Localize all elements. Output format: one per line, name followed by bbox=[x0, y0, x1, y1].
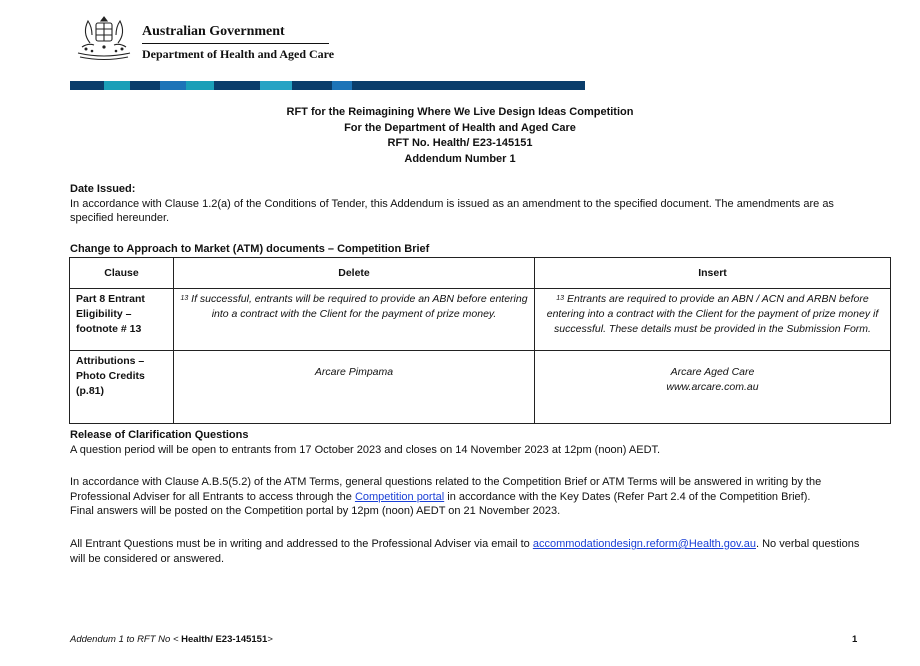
paragraph-text: All Entrant Questions must be in writing and addressed to the Professional Adviser via email to bbox=[70, 538, 533, 550]
column-header: Delete bbox=[174, 258, 535, 289]
date-issued-section bbox=[70, 182, 870, 226]
questions-paragraph bbox=[70, 537, 870, 566]
title-line: For the Department of Health and Aged Care bbox=[344, 121, 576, 134]
header-divider bbox=[142, 43, 329, 44]
table-row bbox=[70, 289, 891, 351]
brand-color-bar bbox=[70, 81, 585, 90]
table-header-row bbox=[70, 258, 891, 289]
release-text: A question period will be open to entrants from 17 October 2023 and closes on 14 November 2023 at 12pm (noon) AEDT. bbox=[70, 443, 661, 456]
color-segment bbox=[214, 81, 260, 90]
date-issued-text: In accordance with Clause 1.2(a) of the Conditions of Tender, this Addendum is issued as an amendment to the specified document. The amendments are as specified hereunder. bbox=[70, 197, 834, 224]
insert-cell bbox=[535, 351, 891, 424]
delete-text: If successful, entrants will be required to provide an ABN before entering into a contract with the Client for the payment of prize money. bbox=[191, 293, 528, 320]
insert-line: Arcare Aged Care bbox=[670, 366, 755, 378]
page-number: 1 bbox=[852, 634, 858, 645]
clause-cell: Part 8 Entrant Eligibility – footnote # 13 bbox=[70, 289, 174, 351]
footer-prefix: Addendum 1 to RFT No < bbox=[70, 634, 182, 645]
release-heading: Release of Clarification Questions bbox=[70, 429, 249, 441]
color-segment bbox=[186, 81, 214, 90]
column-header: Clause bbox=[70, 258, 174, 289]
color-segment bbox=[130, 81, 160, 90]
coat-of-arms-icon bbox=[72, 13, 136, 63]
footnote-marker: 13 bbox=[180, 295, 189, 302]
table-row bbox=[70, 351, 891, 424]
footnote-marker: 13 bbox=[556, 295, 565, 302]
color-segment bbox=[104, 81, 130, 90]
color-segment bbox=[260, 81, 292, 90]
color-segment bbox=[70, 81, 104, 90]
color-segment bbox=[292, 81, 332, 90]
insert-cell bbox=[535, 289, 891, 351]
release-section bbox=[70, 428, 870, 457]
department-name: Department of Health and Aged Care bbox=[142, 47, 335, 61]
color-segment bbox=[160, 81, 186, 90]
column-header: Insert bbox=[535, 258, 891, 289]
title-line: RFT No. Health/ E23-145151 bbox=[387, 137, 533, 149]
paragraph-text: Final answers will be posted on the Competition portal by 12pm (noon) AEDT on 21 November 2023. bbox=[70, 505, 561, 517]
clause-cell: Attributions – Photo Credits (p.81) bbox=[70, 351, 174, 424]
footer-reference bbox=[70, 634, 273, 645]
insert-text: Entrants are required to provide an ABN / ACN and ARBN before entering into a contract with the Client for the payment of prize money if successful. These details must be provided in the Submission Form. bbox=[546, 293, 879, 335]
email-link[interactable]: accommodationdesign.reform@Health.gov.au bbox=[532, 538, 756, 550]
title-line: Addendum Number 1 bbox=[404, 152, 516, 165]
paragraph-text: in accordance with the Key Dates (Refer Part 2.4 of the Competition Brief). bbox=[444, 490, 811, 503]
amendments-table bbox=[69, 257, 891, 424]
clarification-paragraph bbox=[70, 475, 875, 519]
color-segment bbox=[352, 81, 585, 90]
government-title: Australian Government bbox=[142, 24, 285, 39]
footer-rft-number: Health/ E23-145151 bbox=[181, 634, 268, 645]
paragraph-text: In accordance with Clause A.B.5(5.2) of the ATM Terms, general questions related to the Competition Brief or ATM Terms will be answered in writing by the Professional Adviser for all Entrants to access through the bbox=[70, 476, 822, 503]
color-segment bbox=[332, 81, 352, 90]
change-heading: Change to Approach to Market (ATM) documents – Competition Brief bbox=[70, 243, 430, 255]
delete-cell: Arcare Pimpama bbox=[174, 351, 535, 424]
paragraph-text: . No verbal questions will be considered or answered. bbox=[70, 538, 860, 565]
title-line: RFT for the Reimagining Where We Live Design Ideas Competition bbox=[286, 106, 634, 118]
date-issued-label: Date Issued: bbox=[70, 183, 136, 195]
footer-suffix: > bbox=[267, 634, 273, 645]
insert-line: www.arcare.com.au bbox=[666, 381, 759, 393]
delete-cell bbox=[174, 289, 535, 351]
document-title-block bbox=[70, 105, 850, 167]
competition-portal-link[interactable]: Competition portal bbox=[354, 490, 445, 503]
